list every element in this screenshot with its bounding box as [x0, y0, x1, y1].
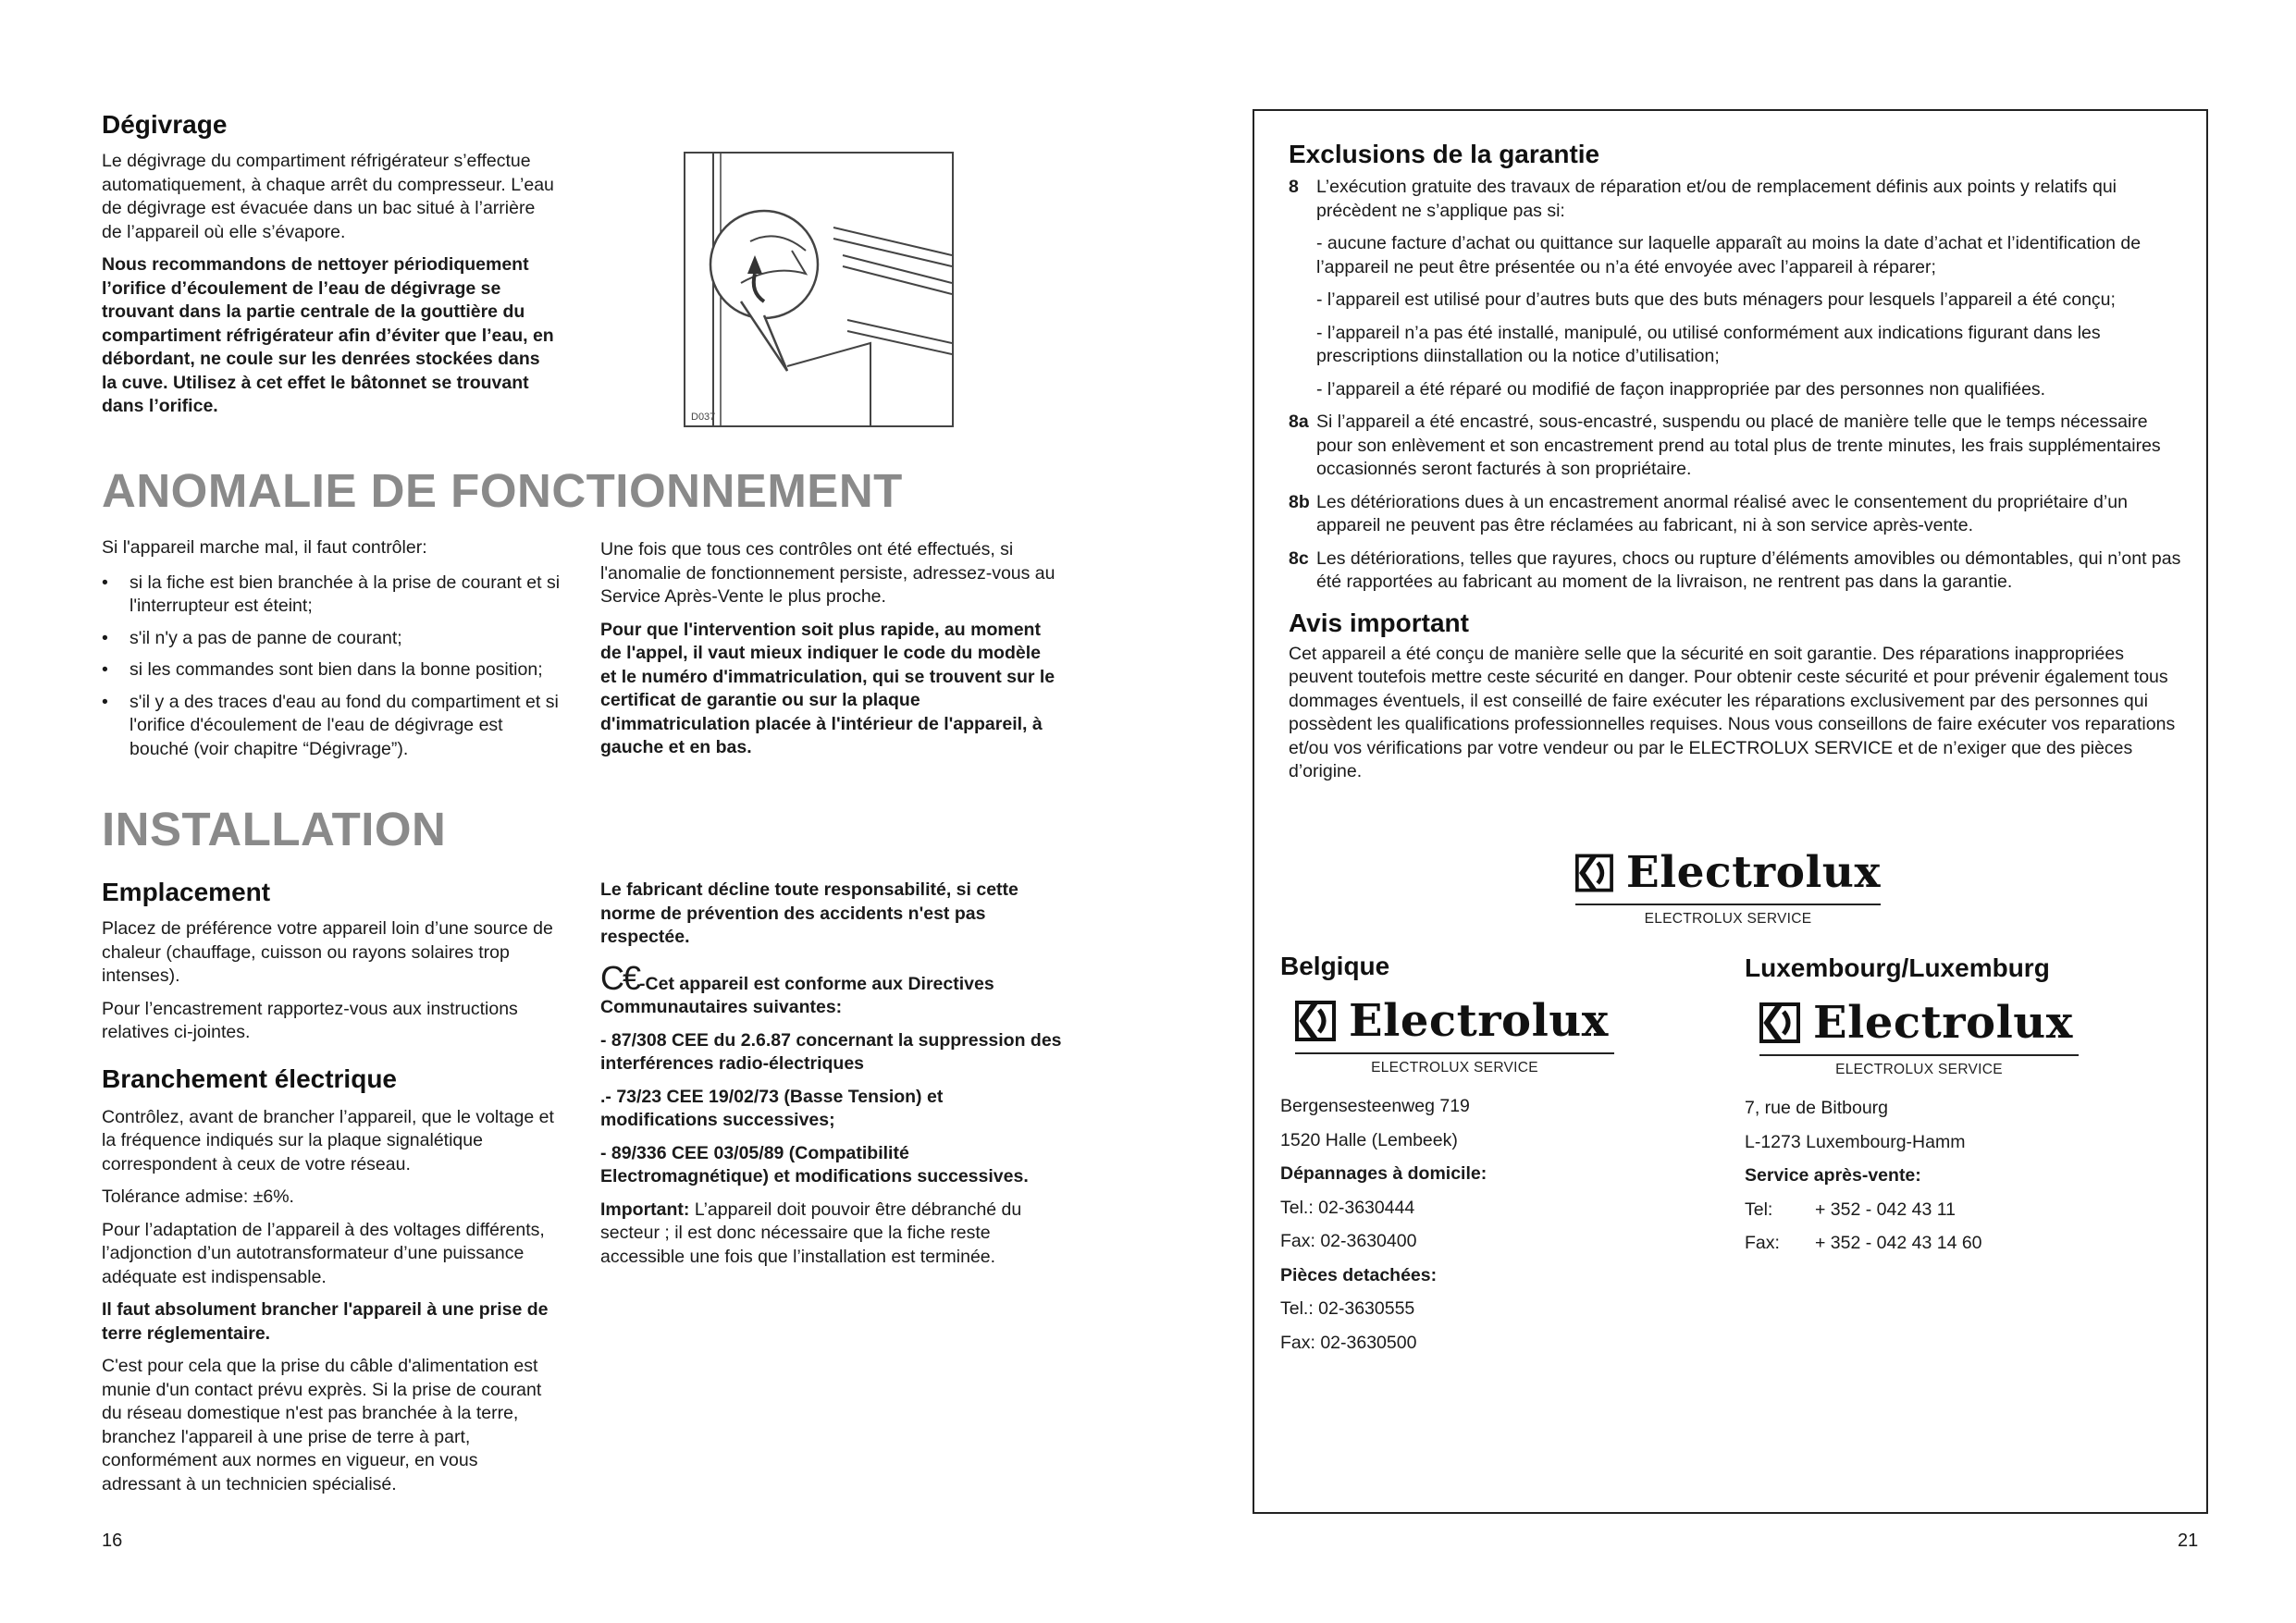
belgique-city: 1520 Halle (Lembeek): [1280, 1129, 1458, 1150]
branchement-p1: Contrôlez, avant de brancher l’appareil, que le voltage et la fréquence indiqués sur la plaque signalétique correspondent à ceux de votre réseau.: [102, 1106, 554, 1174]
belgique-title: Belgique: [1280, 952, 1390, 980]
electrolux-wordmark: Electrolux: [1813, 997, 2073, 1049]
exclusions-title: Exclusions de la garantie: [1289, 140, 1600, 168]
emplacement-p1: Placez de préférence votre appareil loin d’une source de chaleur (chauffage, cuisson ou rayons solaires trop intenses).: [102, 918, 553, 986]
anomalie-left: [102, 536, 564, 769]
electrolux-service-label: ELECTROLUX SERVICE: [1371, 1060, 1538, 1076]
list-item: • si la fiche est bien branchée à la prise de courant et si l'interrupteur est éteint;: [102, 572, 561, 616]
electrolux-logo-belgique: [1295, 995, 1614, 1076]
depannages-fax: Fax: 02-3630400: [1280, 1231, 1417, 1251]
avis-title: Avis important: [1289, 608, 1469, 637]
directive-1: - 87/308 CEE du 2.6.87 concernant la suppression des interférences radio-électriques: [600, 1029, 1062, 1074]
electrolux-service-label: ELECTROLUX SERVICE: [1644, 911, 1812, 927]
ce-conformity-text: C€-Cet appareil est conforme aux Directives Communautaires suivantes:: [600, 958, 994, 1017]
exclusion-8a: 8a Si l’appareil a été encastré, sous-encastré, suspendu ou placé de manière telle que le temps nécessaire pour son enlèvement et son encastrement prend au total plus de trente minutes, les frais supplémentaires occasionnés seront facturés à son propriétaire.: [1289, 412, 2161, 479]
degivrage-section: [102, 109, 555, 419]
anomalie-checklist: [102, 572, 564, 762]
important-note: Important: L’appareil doit pouvoir être débranché du secteur ; il est donc nécessaire que la fiche reste accessible une fois que l’installation est terminée.: [600, 1199, 1022, 1267]
list-item: • s'il n'y a pas de panne de courant;: [102, 627, 402, 648]
electrolux-service-label: ELECTROLUX SERVICE: [1835, 1062, 2003, 1077]
fridge-drain-drawing: [685, 154, 952, 425]
installation-heading: INSTALLATION: [102, 803, 447, 855]
branchement-p3: Pour l’adaptation de l’appareil à des voltages différents, l’adjonction d’un autotransformateur d’une puissance adéquate est indispensable.: [102, 1219, 545, 1287]
electrolux-logo-main: [1575, 847, 1881, 928]
anomalie-intro: Si l'appareil marche mal, il faut contrôler:: [102, 537, 427, 558]
belgique-section: [1280, 951, 1687, 1365]
anomalie-service-text: Une fois que tous ces contrôles ont été effectués, si l'anomalie de fonctionnement persiste, adressez-vous au Service Après-Vente le plus proche.: [600, 539, 1055, 607]
branchement-p4: Il faut absolument brancher l'appareil à une prise de terre réglementaire.: [102, 1299, 549, 1344]
page-number-right: 21: [2178, 1531, 2199, 1551]
degivrage-title: Dégivrage: [102, 110, 228, 139]
branchement-p5: C'est pour cela que la prise du câble d'alimentation est munie d'un contact prévu exprès. Si la prise de courant du réseau domestique n'est pas branchée à la terre, branchez l'appareil à une prise de terre à part, conformément aux normes en vigueur, en vous adressant à un technicien spécialisé.: [102, 1356, 542, 1494]
exclusion-8b: 8b Les détériorations dues à un encastrement anormal réalisé avec le consentement du propriétaire d’un appareil ne peuvent pas être réclamées au fabricant, ni à son service après-vente.: [1289, 491, 2128, 535]
exclusion-8: 8 L’exécution gratuite des travaux de réparation et/ou de remplacement définis aux points y relatifs qui précèdent ne s’applique pas si:: [1289, 177, 2117, 221]
anomalie-heading: ANOMALIE DE FONCTIONNEMENT: [102, 464, 903, 517]
luxembourg-section: [1745, 953, 2179, 1266]
depannages-tel: Tel.: 02-3630444: [1280, 1197, 1415, 1218]
degivrage-p1: Le dégivrage du compartiment réfrigérateur s’effectue automatiquement, à chaque arrêt du compresseur. L’eau de dégivrage est évacuée dans un bac situé à l’arrière de l’appareil où elle s’évapore.: [102, 151, 554, 242]
defrost-illustration: [684, 152, 954, 427]
luxembourg-title: Luxembourg/Luxemburg: [1745, 953, 2050, 982]
degivrage-p2: Nous recommandons de nettoyer périodiquement l’orifice d’écoulement de l’eau de dégivrage se trouvant dans la partie centrale de la gouttière du compartiment réfrigérateur afin d’éviter que l’eau, en débordant, ne coule sur les denrées stockées dans la cuve. Utilisez à cet effet le bâtonnet se trouvant dans l’orifice.: [102, 254, 554, 416]
electrolux-logo-icon: [1575, 853, 1613, 893]
luxembourg-city: L-1273 Luxembourg-Hamm: [1745, 1131, 1966, 1152]
exclusions-section: [1289, 139, 2186, 784]
emplacement-p2: Pour l’encastrement rapportez-vous aux instructions relatives ci-jointes.: [102, 998, 518, 1042]
list-item: • si les commandes sont bien dans la bonne position;: [102, 659, 543, 680]
depannages-label: Dépannages à domicile:: [1280, 1163, 1487, 1184]
pieces-fax: Fax: 02-3630500: [1280, 1332, 1417, 1353]
page-number-left: 16: [102, 1531, 123, 1551]
pieces-label: Pièces detachées:: [1280, 1264, 1438, 1285]
avis-text: Cet appareil a été conçu de manière selle que la sécurité en soit garantie. Des réparations inappropriées peuvent toutefois mettre ceste sécurité en danger. Pour obtenir ceste sécurité et pour prévenir également tous dommages éventuels, il est conseillé de faire exécuter les réparations exclusivement par des personnes qui possèdent les qualifications professionnelles requises. Nous vous conseillons de faire exécuter vos reparations et/ou vos vérifications par votre vendeur ou par le ELECTROLUX SERVICE et de n’exiger que des pièces d’origine.: [1289, 643, 2176, 781]
anomalie-right: [600, 538, 1058, 760]
figure-code: D037: [691, 412, 716, 423]
electrolux-wordmark: Electrolux: [1349, 995, 1609, 1047]
exclusion-sub: - l’appareil a été réparé ou modifié de façon inappropriée par des personnes non qualifiées.: [1316, 378, 2046, 400]
electrolux-logo-luxembourg: [1759, 997, 2079, 1078]
exclusion-8c: 8c Les détériorations, telles que rayures, chocs ou rupture d’éléments amovibles ou démontables, qui n’ont pas été rapportées au fabricant au moment de la livraison, ne rentrent pas dans la garantie.: [1289, 547, 2181, 592]
luxembourg-address: [1745, 1097, 2179, 1256]
branchement-p2: Tolérance admise: ±6%.: [102, 1187, 294, 1207]
directive-3: - 89/336 CEE 03/05/89 (Compatibilité Electromagnétique) et modifications successives.: [600, 1142, 1029, 1187]
installation-right: [600, 879, 1063, 1269]
belgique-street: Bergensesteenweg 719: [1280, 1096, 1470, 1116]
luxembourg-tel: Tel: + 352 - 042 43 11: [1745, 1199, 1956, 1220]
electrolux-wordmark: Electrolux: [1625, 847, 1881, 898]
exclusion-sub: - aucune facture d’achat ou quittance sur laquelle apparaît au moins la date d’achat et l’identification de l’appareil ne peut être présentée ou n’a été envoyée avec l’appareil à réparer;: [1316, 233, 2142, 277]
belgique-address: [1280, 1095, 1687, 1355]
installation-left: [102, 877, 560, 1496]
exclusion-sub: - l’appareil n’a pas été installé, manipulé, ou utilisé conformément aux indications figurant dans les prescriptions diinstallation ou la notice d’utilisation;: [1316, 322, 2101, 366]
branchement-title: Branchement électrique: [102, 1064, 397, 1093]
electrolux-logo-icon: [1295, 1001, 1336, 1041]
electrolux-logo-icon: [1759, 1002, 1800, 1043]
pieces-tel: Tel.: 02-3630555: [1280, 1298, 1415, 1319]
fabricant-text: Le fabricant décline toute responsabilité, si cette norme de prévention des accidents n'est pas respectée.: [600, 879, 1018, 947]
ce-mark-icon: C€: [600, 958, 640, 997]
luxembourg-fax: Fax: + 352 - 042 43 14 60: [1745, 1233, 1982, 1253]
luxembourg-street: 7, rue de Bitbourg: [1745, 1098, 1889, 1118]
list-item: • s'il y a des traces d'eau au fond du compartiment et si l'orifice d'écoulement de l'eau de dégivrage est bouché (voir chapitre “Dégivrage”).: [102, 691, 559, 759]
directive-2: .- 73/23 CEE 19/02/73 (Basse Tension) et modifications successives;: [600, 1086, 944, 1130]
service-label: Service après-vente:: [1745, 1165, 1921, 1186]
anomalie-model-code-text: Pour que l'intervention soit plus rapide, au moment de l'appel, il vaut mieux indiquer le code du modèle et le numéro d'immatriculation, qui se trouvent sur le certificat de garantie ou sur la plaque d'immatriculation placée à l'intérieur de l'appareil, à gauche et en bas.: [600, 619, 1055, 757]
exclusion-sub: - l’appareil est utilisé pour d’autres buts que des buts ménagers pour lesquels l’appareil a été conçu;: [1316, 289, 2116, 310]
emplacement-title: Emplacement: [102, 878, 271, 906]
